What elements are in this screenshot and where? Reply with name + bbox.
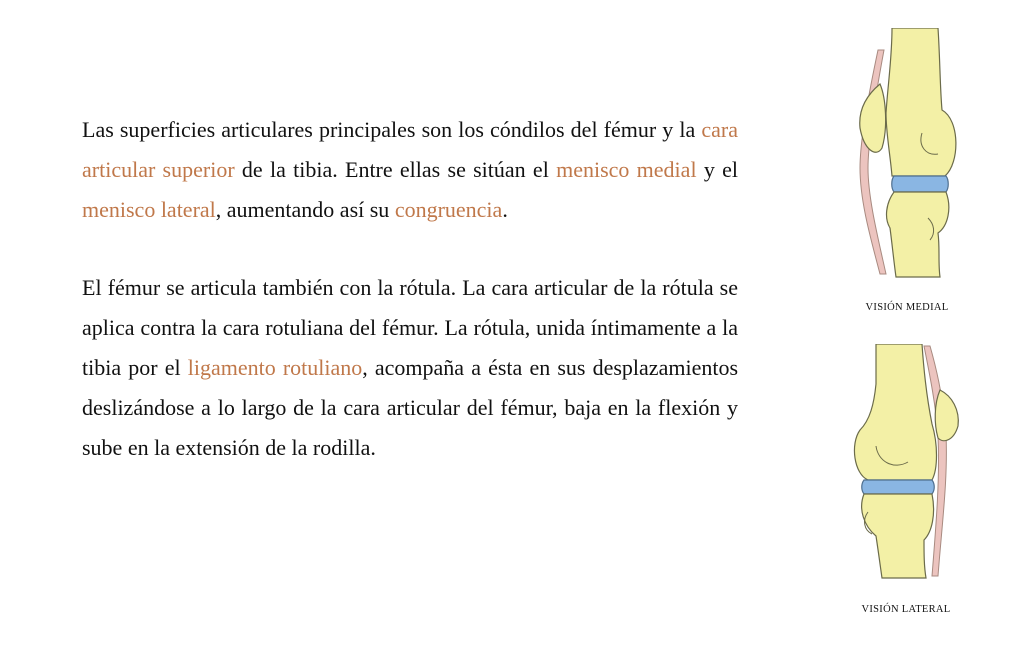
- patellar-ligament: [860, 50, 886, 274]
- knee-medial-view-illustration: [820, 28, 990, 283]
- text-column: [82, 110, 738, 468]
- highlighted-term: cara articular superior: [82, 117, 738, 182]
- tibia-bone: [887, 192, 949, 277]
- body-text: .: [502, 197, 508, 222]
- caption-medial-view: VISIÓN MEDIAL: [865, 302, 949, 313]
- knee-lateral-view-illustration: [820, 344, 990, 579]
- knee-medial-view-drawing: [820, 28, 990, 283]
- highlighted-term: ligamento rotuliano: [187, 355, 363, 380]
- paragraph-patella: [82, 268, 738, 468]
- caption-lateral-view: VISIÓN LATERAL: [861, 604, 951, 615]
- body-text: , acompaña a ésta en sus desplazamientos deslizándose a lo largo de la cara articular del fémur, baja en la flexión y sube en la extensión de la rodilla.: [82, 355, 739, 460]
- highlighted-term: menisco lateral: [82, 197, 216, 222]
- meniscus: [862, 480, 935, 494]
- body-text: El fémur se articula también con la rótula. La cara articular de la rótula se aplica contra la cara rotuliana del fémur. La rótula, unida íntimamente a la tibia por el: [82, 275, 738, 380]
- body-text: y el: [696, 157, 738, 182]
- patella-bone: [860, 84, 886, 152]
- femur-bone: [854, 344, 936, 480]
- highlighted-term: congruencia: [394, 197, 503, 222]
- highlighted-term: menisco medial: [556, 157, 697, 182]
- body-text: de la tibia. Entre ellas se sitúan el: [234, 157, 557, 182]
- body-text: Las superficies articulares principales son los cóndilos del fémur y la: [82, 117, 702, 142]
- meniscus: [892, 176, 949, 192]
- patella-bone: [935, 390, 958, 441]
- femur-bone: [886, 28, 956, 176]
- paragraph-articular-surfaces: [82, 110, 738, 230]
- body-text: , aumentando así su: [215, 197, 395, 222]
- knee-lateral-view-drawing: [820, 344, 990, 579]
- tibia-bone: [862, 494, 934, 578]
